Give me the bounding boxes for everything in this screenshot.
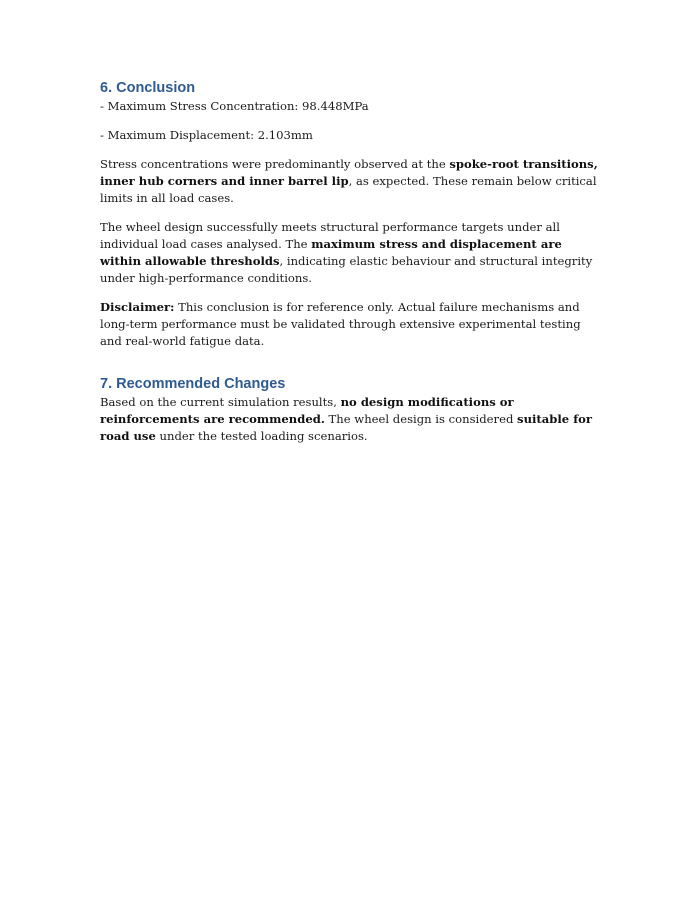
max-stress-line: - Maximum Stress Concentration: 98.448MPa bbox=[100, 99, 369, 113]
stress-concentration-paragraph bbox=[100, 156, 600, 207]
paragraph-text: The wheel design successfully meets structural performance targets under all individual load cases analysed. The bbox=[100, 220, 560, 251]
document-content bbox=[100, 78, 600, 445]
paragraph-bold-text: suitable for road use bbox=[100, 412, 593, 443]
disclaimer-label: Disclaimer: bbox=[100, 300, 175, 314]
paragraph-text: Stress concentrations were predominantly observed at the bbox=[100, 157, 450, 171]
paragraph-text: The wheel design is considered bbox=[324, 412, 518, 426]
paragraph-bold-text: maximum stress and displacement are within allowable thresholds bbox=[100, 237, 562, 268]
section-spacer bbox=[100, 350, 600, 374]
design-performance-paragraph bbox=[100, 219, 600, 287]
max-displacement-line: - Maximum Displacement: 2.103mm bbox=[100, 128, 313, 142]
recommended-changes-heading: 7. Recommended Changes bbox=[100, 376, 286, 392]
paragraph-text: , indicating elastic behaviour and structural integrity under high-performance conditions. bbox=[100, 254, 593, 285]
recommended-changes-paragraph bbox=[100, 394, 600, 445]
paragraph-text: , as expected. These remain below critical limits in all load cases. bbox=[100, 174, 597, 205]
paragraph-bold-text: no design modifications or reinforcements are recommended. bbox=[100, 395, 514, 426]
paragraph-text: Based on the current simulation results, bbox=[100, 395, 341, 409]
paragraph-text: under the tested loading scenarios. bbox=[155, 429, 368, 443]
conclusion-heading: 6. Conclusion bbox=[100, 80, 196, 96]
paragraph-bold-text: spoke-root transitions, inner hub corners and inner barrel lip bbox=[100, 157, 598, 188]
disclaimer-paragraph bbox=[100, 299, 600, 350]
disclaimer-text: This conclusion is for reference only. Actual failure mechanisms and long-term performance must be validated through extensive experimental testing and real-world fatigue data. bbox=[100, 300, 581, 348]
